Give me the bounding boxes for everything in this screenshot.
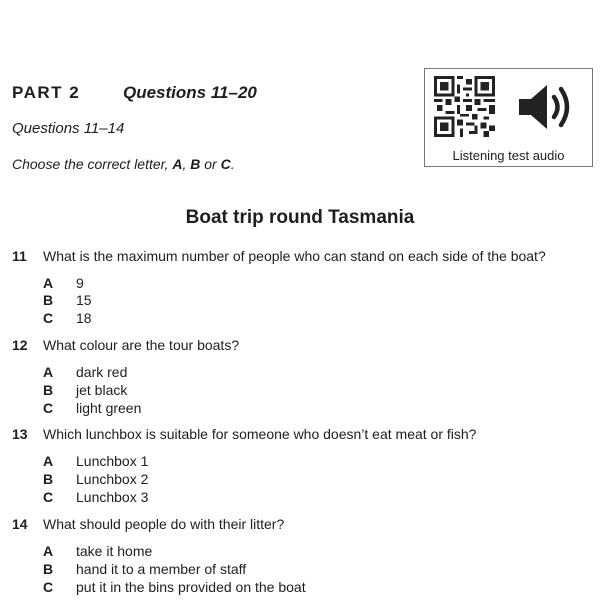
option-letter: C <box>43 489 54 505</box>
question-number: 12 <box>12 337 28 353</box>
section-title: Boat trip round Tasmania <box>185 207 415 228</box>
option-text: 18 <box>76 310 92 326</box>
option-letter: A <box>43 364 54 380</box>
option-letter: B <box>43 561 54 577</box>
question-number: 13 <box>12 426 28 442</box>
option-text: 15 <box>76 292 92 308</box>
question-text: What is the maximum number of people who can stand on each side of the boat? <box>43 248 546 264</box>
option-letter: B <box>43 382 54 398</box>
audio-panel[interactable] <box>424 68 593 167</box>
part-heading: PART 2 <box>12 83 81 102</box>
instruction-letter-a: A <box>172 156 183 172</box>
option-text: hand it to a member of staff <box>76 561 247 577</box>
instruction-end: . <box>230 156 235 172</box>
sub-questions-range: Questions 11–14 <box>12 120 125 137</box>
option-text: put it in the bins provided on the boat <box>76 579 306 595</box>
option-text: jet black <box>76 382 128 398</box>
option-text: Lunchbox 1 <box>76 453 149 469</box>
option-text: Lunchbox 3 <box>76 489 149 505</box>
question-text: Which lunchbox is suitable for someone who doesn’t eat meat or fish? <box>43 426 477 442</box>
question-text: What colour are the tour boats? <box>43 337 240 353</box>
question-number: 14 <box>12 516 28 532</box>
instructions <box>12 156 235 172</box>
option-letter: A <box>43 543 54 559</box>
audio-label: Listening test audio <box>452 148 565 163</box>
instruction-text: Choose the correct letter, <box>12 156 173 172</box>
instruction-letter-c: C <box>220 156 231 172</box>
option-letter: A <box>43 275 54 291</box>
option-letter: B <box>43 292 54 308</box>
question-text: What should people do with their litter? <box>43 516 285 532</box>
option-letter: C <box>43 400 54 416</box>
option-text: 9 <box>76 275 84 291</box>
option-text: Lunchbox 2 <box>76 471 149 487</box>
part-questions-range: Questions 11–20 <box>123 83 257 102</box>
option-letter: C <box>43 579 54 595</box>
qr-code-icon[interactable] <box>434 76 495 137</box>
option-letter: B <box>43 471 54 487</box>
option-text: light green <box>76 400 142 416</box>
instruction-or: or <box>200 156 221 172</box>
instruction-sep: , <box>182 156 191 172</box>
speaker-icon[interactable] <box>515 79 575 135</box>
question-number: 11 <box>12 248 27 264</box>
option-text: dark red <box>76 364 128 380</box>
option-letter: C <box>43 310 54 326</box>
option-letter: A <box>43 453 54 469</box>
option-text: take it home <box>76 543 153 559</box>
instruction-letter-b: B <box>190 156 201 172</box>
